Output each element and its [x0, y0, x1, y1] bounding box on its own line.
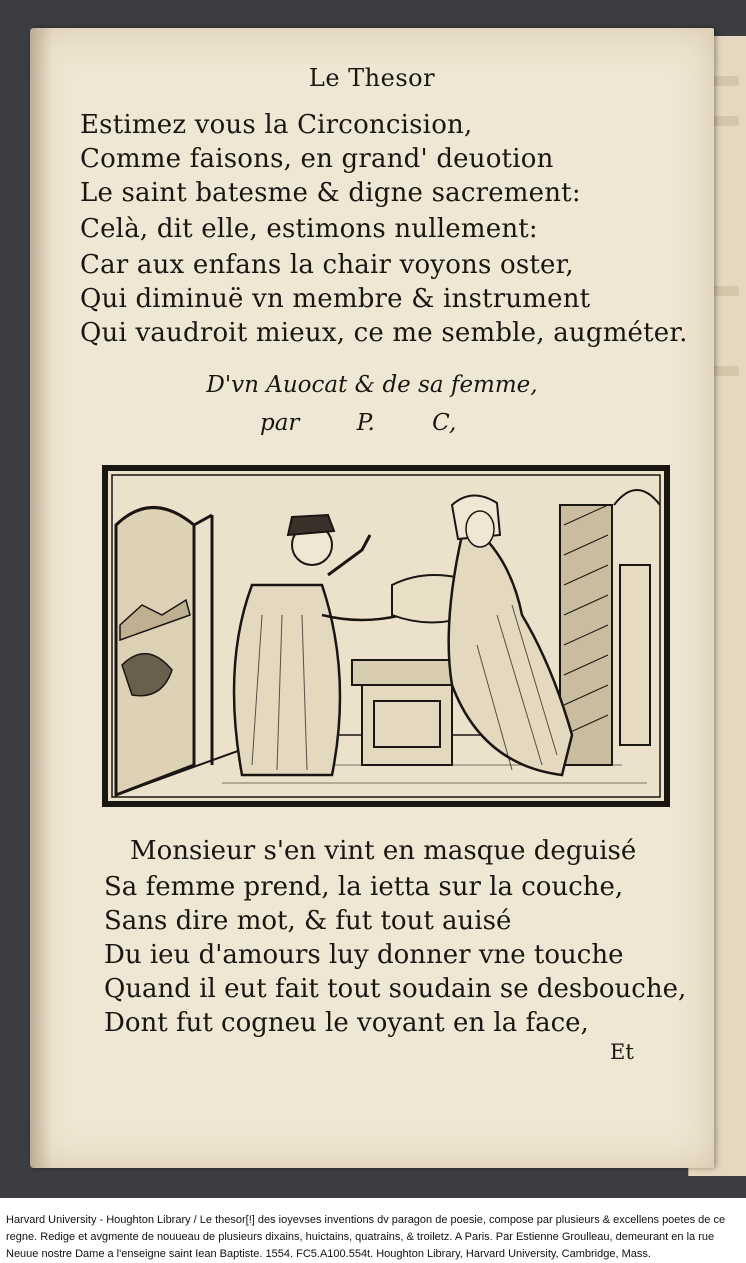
poem-line: Dont fut cogneu le voyant en la face, [104, 1008, 589, 1038]
poem-line: Le saint batesme & digne sacrement: [80, 178, 581, 208]
running-title: Le Thesor [308, 64, 436, 92]
poem-line: Comme faisons, en grand' deuotion [80, 144, 554, 174]
poem-byline: par P. C, [260, 410, 457, 436]
poem-line: Estimez vous la Circoncision, [80, 110, 473, 140]
poem-line: Celà, dit elle, estimons nullement: [80, 214, 538, 244]
poem-line: Sa femme prend, la ietta sur la couche, [104, 872, 624, 902]
woodcut-illustration [102, 465, 670, 807]
poem-line: Quand il eut fait tout soudain se desbouche, [104, 974, 687, 1004]
book-page [30, 28, 714, 1168]
poem-heading: D'vn Auocat & de sa femme, [206, 372, 538, 398]
page-gutter-shadow [30, 28, 52, 1168]
poem-line: Qui diminuë vn membre & instrument [80, 284, 591, 314]
poem-line: Car aux enfans la chair voyons oster, [80, 250, 574, 280]
catchword: Et [610, 1040, 634, 1064]
poem-line: Qui vaudroit mieux, ce me semble, augméter. [80, 318, 688, 348]
poem-line: Du ieu d'amours luy donner vne touche [104, 940, 624, 970]
poem-line: Sans dire mot, & fut tout auisé [104, 906, 512, 936]
image-caption: Harvard University - Houghton Library / Le thesor[!] des ioyevses inventions dv paragon de poesie, compose par plusieurs & excellens poetes de ce regne. Redige et avgmente de nouueau de plusieurs dixains, huictains, quatrains, & troiletz. A Paris. Par Estienne Groulleau, demeurant en la rue Neuue nostre Dame a l'enseigne saint Iean Baptiste. 1554. FC5.A100.554t. Houghton Library, Harvard University, Cambridge, Mass. [6, 1214, 726, 1260]
poem-line: Monsieur s'en vint en masque deguisé [130, 836, 637, 866]
